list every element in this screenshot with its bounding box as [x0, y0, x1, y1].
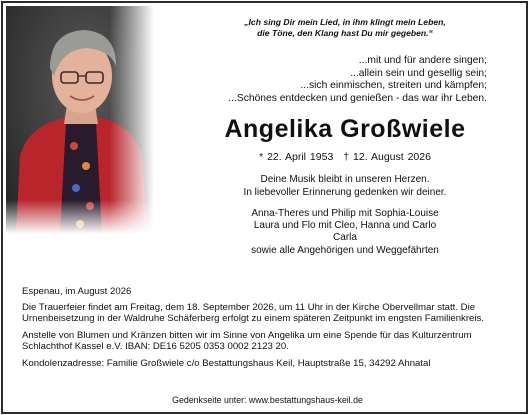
obituary-notice [1, 1, 528, 414]
memorial-line: Deine Musik bleibt in unseren Herzen. [260, 174, 430, 185]
birth-date: * 22. April 1953 [259, 151, 334, 163]
poem-line: ...allein sein und gesellig sein; [350, 67, 487, 79]
mourner-line: Carla [333, 232, 357, 244]
quote-line-2: die Töne, den Klang hast Du mir gegeben.“ [257, 28, 433, 38]
deceased-name: Angelika Großwiele [224, 115, 466, 143]
portrait-photo [6, 6, 154, 234]
mourner-line: Laura und Flo mit Cleo, Hanna und Carlo [253, 220, 437, 232]
memorial-page-link[interactable]: Gedenkseite unter: www.bestattungshaus-keil.de [172, 395, 363, 405]
main-text-column [163, 17, 527, 257]
condolence-address: Kondolenzadresse: Familie Großwiele c/o Bestattungshaus Keil, Hauptstraße 15, 34292 Ahnatal [22, 357, 431, 369]
poem-line: ...mit und für andere singen; [358, 55, 487, 66]
death-date: † 12. August 2026 [343, 151, 431, 163]
memorial-message [163, 174, 527, 199]
portrait-illustration [6, 6, 154, 234]
quote [163, 17, 527, 39]
mourner-line: Anna-Theres und Philip mit Sophia-Louise [251, 208, 439, 219]
announcement-details [22, 286, 522, 375]
memorial-line: In liebevoller Erinnerung gedenken wir deiner. [243, 186, 447, 198]
donation-info: Anstelle von Blumen und Kränzen bitten wir im Sinne von Angelika um eine Spende für das Kulturzentrum Schlachthof Kassel e.V. IBAN: DE16 5205 0353 0002 2123 20. [22, 329, 472, 353]
location-date: Espenau, im August 2026 [22, 286, 132, 297]
poem-line: ...sich einmischen, streiten und kämpfen; [300, 80, 487, 91]
mourner-line: sowie alle Angehörigen und Weggefährten [251, 244, 439, 256]
poem [163, 55, 527, 105]
quote-line-1: „Ich sing Dir mein Lied, in ihm klingt mein Leben, [244, 17, 446, 27]
funeral-info: Die Trauerfeier findet am Freitag, dem 18. September 2026, um 11 Uhr in der Kirche Obervellmar statt. Die Urnenbeisetzung in der Waldruhe Schäferberg erfolgt zu einem späteren Zeitpunkt im engsten Familienkreis. [22, 301, 484, 325]
poem-line: ...Schönes entdecken und genießen - das war ihr Leben. [228, 92, 487, 104]
life-dates [163, 151, 527, 164]
mourners-list [163, 208, 527, 257]
